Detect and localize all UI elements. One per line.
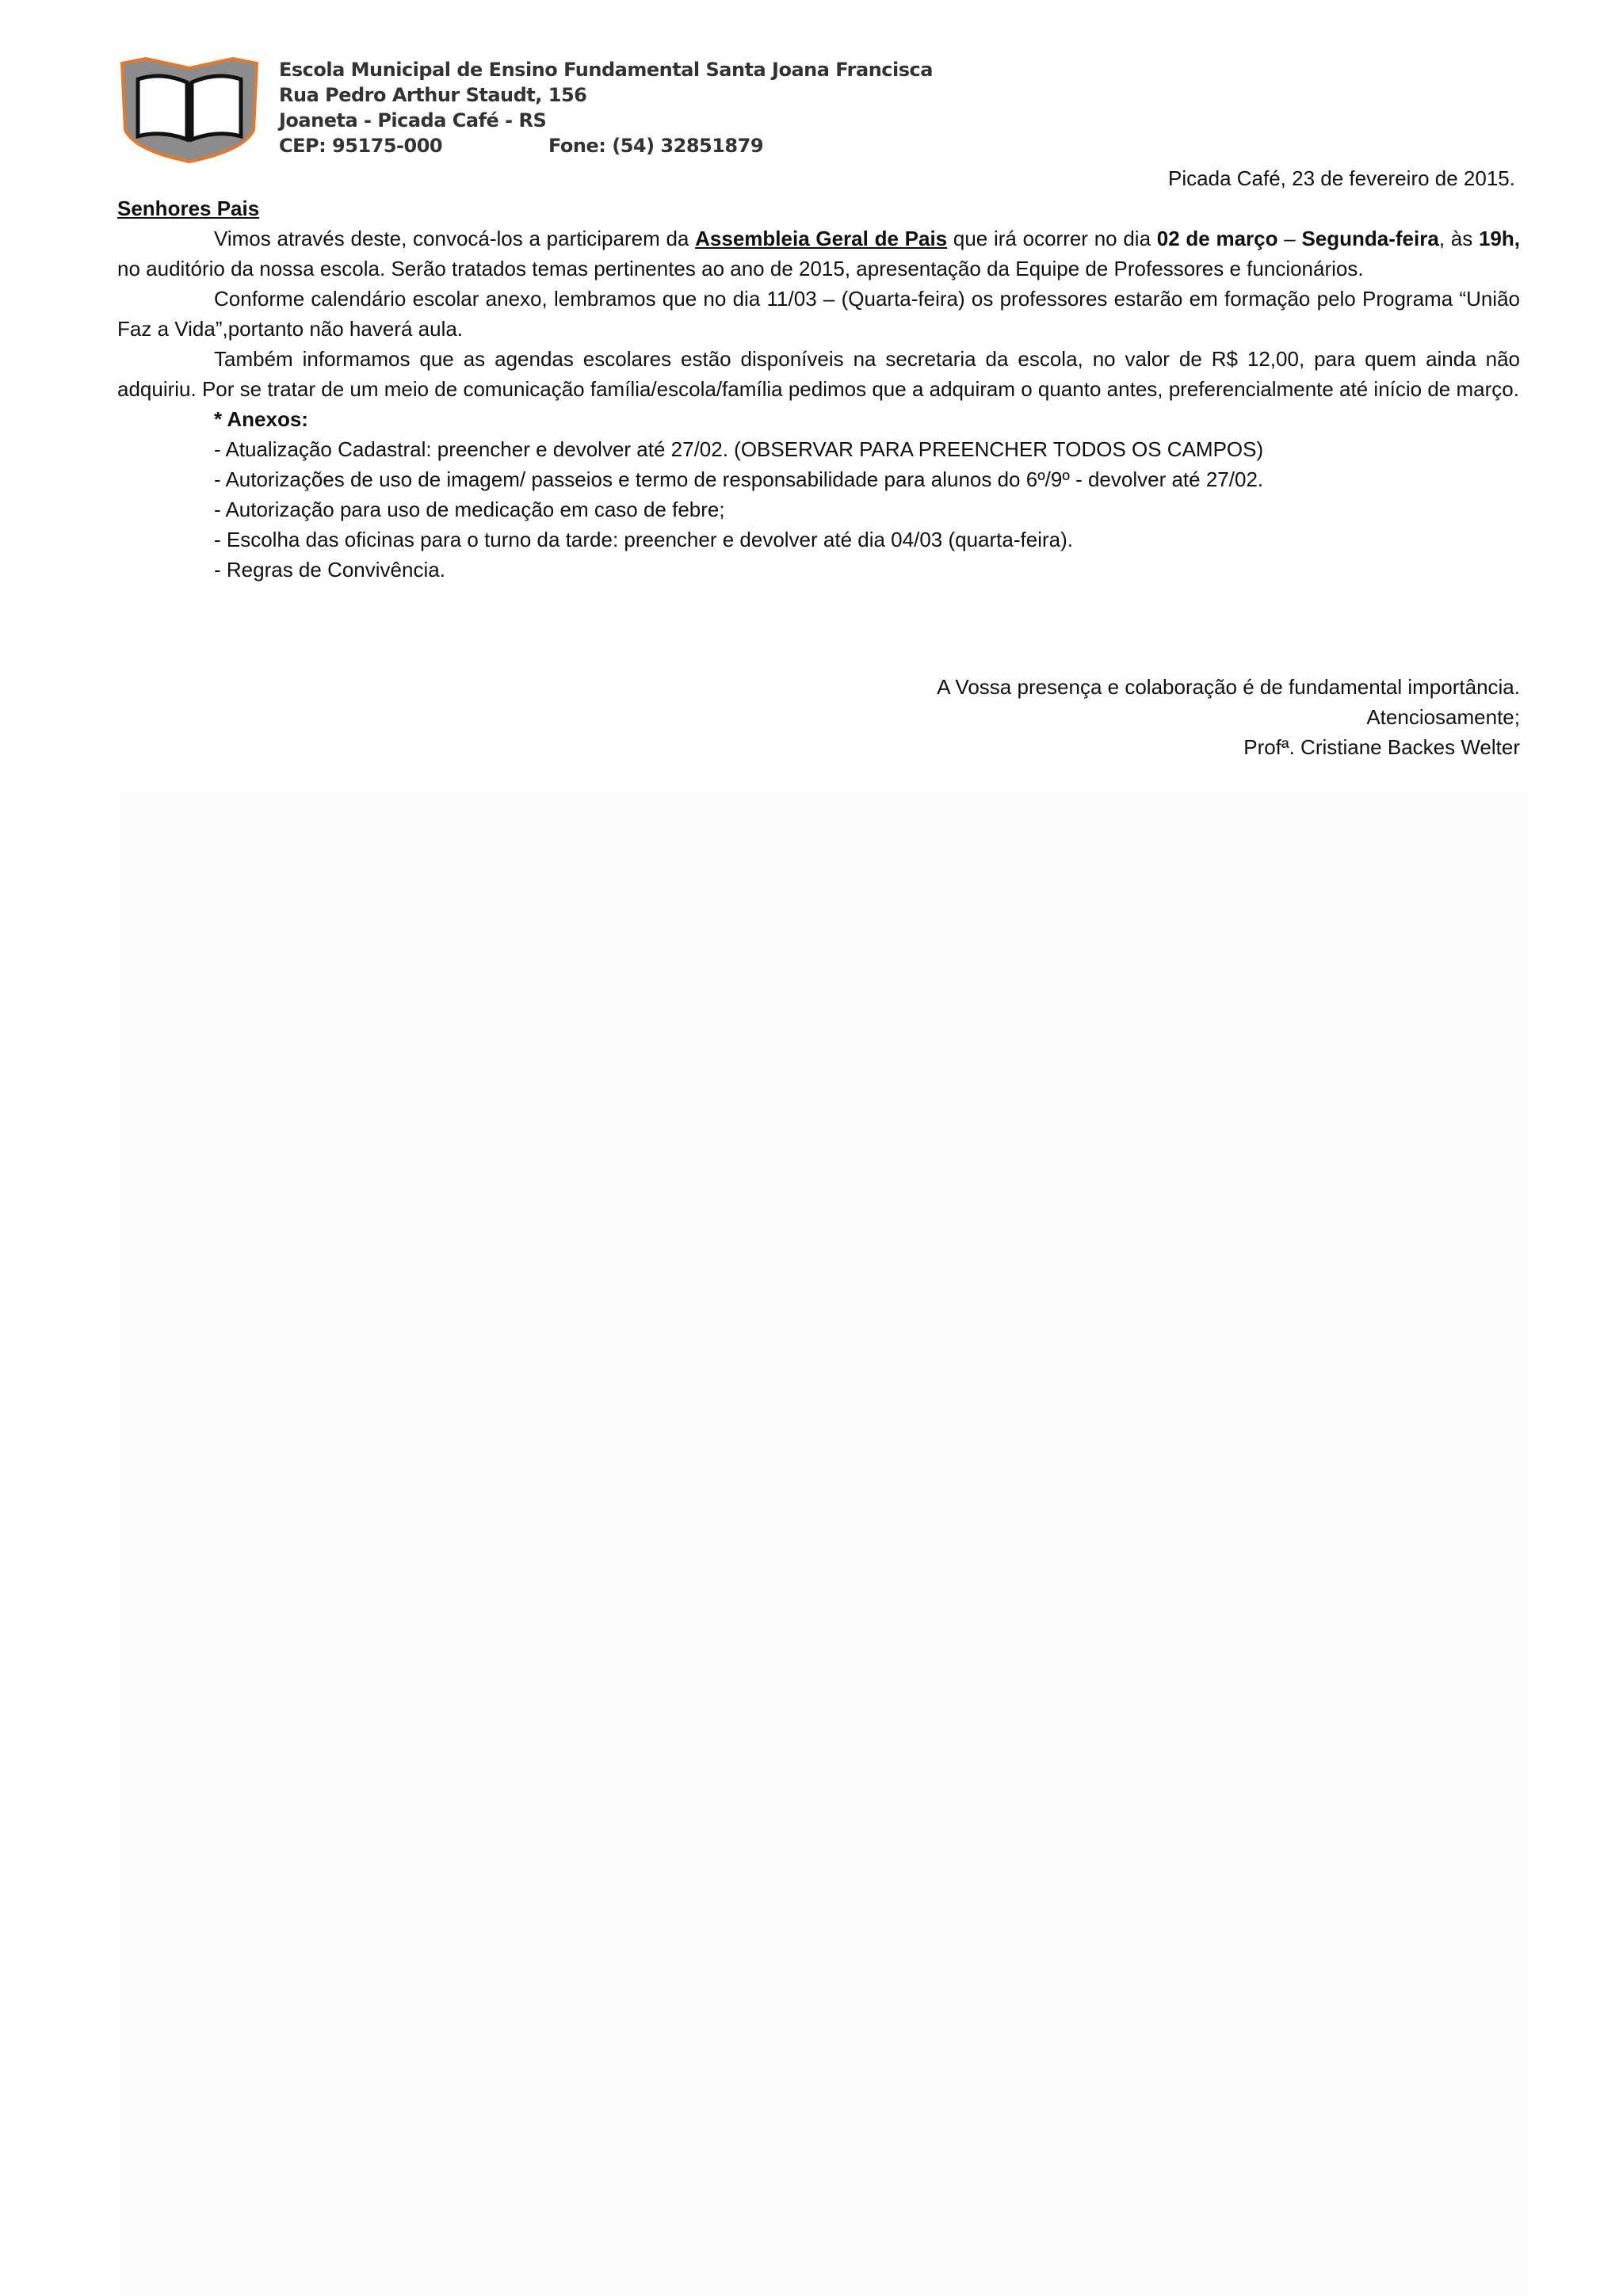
event-name: Assembleia Geral de Pais — [695, 227, 948, 250]
letter-date: Picada Café, 23 de fevereiro de 2015. — [1168, 166, 1515, 190]
school-name: Escola Municipal de Ensino Fundamental Santa Joana Francisca — [279, 59, 933, 81]
annex-item: - Atualização Cadastral: preencher e devolver até 27/02. (OBSERVAR PARA PREENCHER TODOS OS CAMPOS) — [214, 437, 1264, 461]
annex-item: - Autorização para uso de medicação em caso de febre; — [214, 498, 725, 521]
closing-remark: A Vossa presença e colaboração é de fundamental importância. — [937, 675, 1520, 699]
text-run: que irá ocorrer no dia — [947, 227, 1157, 250]
school-phone: Fone: (54) 32851879 — [548, 135, 764, 157]
letter-body — [117, 193, 1520, 585]
school-address: Rua Pedro Arthur Staudt, 156 — [279, 84, 587, 106]
salutation: Senhores Pais — [117, 196, 260, 220]
letterhead — [117, 57, 949, 168]
annex-item: - Regras de Convivência. — [214, 558, 445, 582]
signature: Profª. Cristiane Backes Welter — [1243, 735, 1520, 759]
event-date: 02 de março — [1156, 227, 1278, 250]
paragraph-convocation — [117, 223, 1520, 284]
text-run: no auditório da nossa escola. Serão tratados temas pertinentes ao ano de 2015, apresentação da Equipe de Professores e funcionários. — [117, 257, 1364, 280]
text-run: , às — [1438, 227, 1479, 250]
annexes-heading: * Anexos: — [214, 407, 308, 431]
closing-regards: Atenciosamente; — [1366, 705, 1520, 729]
text-run: – — [1277, 227, 1302, 250]
closing — [937, 672, 1520, 762]
text-run: Vimos através deste, convocá-los a participarem da — [214, 227, 696, 250]
page-background — [117, 792, 1528, 2296]
school-cep: CEP: 95175-000 — [279, 135, 443, 157]
paragraph-agendas: Também informamos que as agendas escolares estão disponíveis na secretaria da escola, no valor de R$ 12,00, para quem ainda não adquiriu. Por se tratar de um meio de comunicação família/escola/família pedimos que a adquiram o quanto antes, preferencialmente até início de março. — [117, 347, 1520, 401]
school-contact — [279, 133, 933, 158]
annex-item: - Autorizações de uso de imagem/ passeios e termo de responsabilidade para alunos do 6º/9º - devolver até 27/02. — [214, 467, 1264, 491]
paragraph-calendar: Conforme calendário escolar anexo, lembramos que no dia 11/03 – (Quarta-feira) os professores estarão em formação pelo Programa “União Faz a Vida”,portanto não haverá aula. — [117, 287, 1520, 341]
book-shield-icon — [117, 57, 262, 163]
annex-item: - Escolha das oficinas para o turno da tarde: preencher e devolver até dia 04/03 (quarta-feira). — [214, 528, 1073, 551]
school-info — [279, 57, 933, 158]
event-time: 19h, — [1478, 227, 1520, 250]
event-weekday: Segunda-feira — [1301, 227, 1439, 250]
school-locality: Joaneta - Picada Café - RS — [279, 109, 547, 132]
